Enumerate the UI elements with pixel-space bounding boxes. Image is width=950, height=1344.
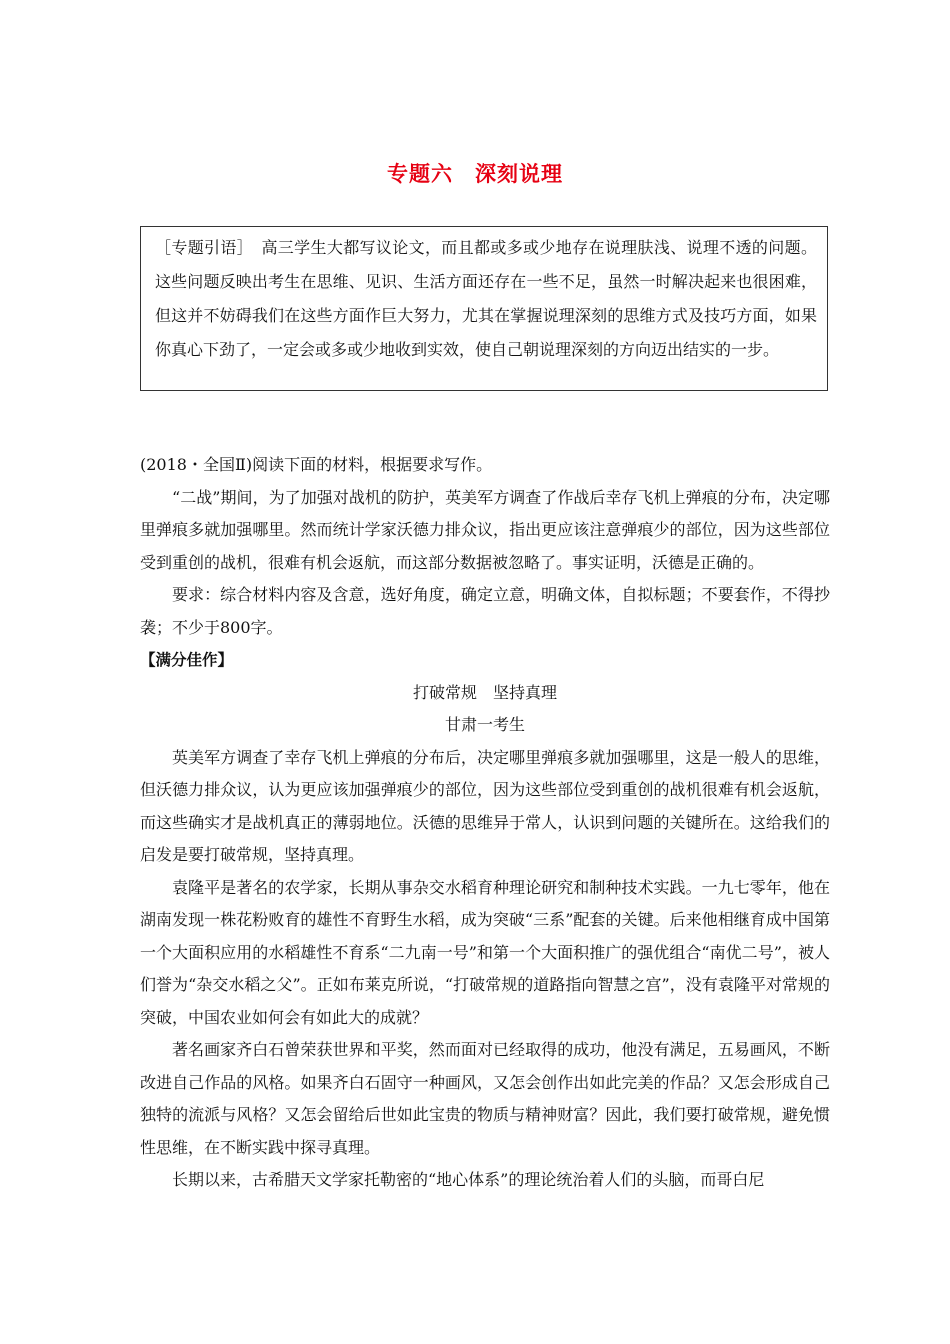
- prompt-material: “二战”期间，为了加强对战机的防护，英美军方调查了作战后幸存飞机上弹痕的分布，决定哪里弹痕多就加强哪里。然而统计学家沃德力排众议，指出更应该注意弹痕少的部位，因为这些部位受到重创的战机，很难有机会返航，而这部分数据被忽略了。事实证明，沃德是正确的。: [140, 487, 830, 572]
- essay-paragraph: 袁隆平是著名的农学家，长期从事杂交水稻育种理论研究和制种技术实践。一九七零年，他在湖南发现一株花粉败育的雄性不育野生水稻，成为突破“三系”配套的关键。后来他相继育成中国第一个大面积应用的水稻雄性不育系“二九南一号”和第一个大面积推广的强优组合“南优二号”，被人们誉为“杂交水稻之父”。正如布莱克所说，“打破常规的道路指向智慧之宫”，没有袁隆平对常规的突破，中国农业如何会有如此大的成就？: [140, 877, 830, 1027]
- essay-section-label: 【满分佳作】: [140, 651, 234, 669]
- topic-intro-label: ［专题引语］: [155, 238, 246, 257]
- main-content: [140, 449, 830, 1197]
- topic-intro-body: 高三学生大都写议论文，而且都或多或少地存在说理肤浅、说理不透的问题。这些问题反映出考生在思维、见识、生活方面还存在一些不足，虽然一时解决起来也很困难，但这并不妨碍我们在这些方面作巨大努力，尤其在掌握说理深刻的思维方式及技巧方面，如果你真心下劲了，一定会或多或少地收到实效，使自己朝说理深刻的方向迈出结实的一步。: [155, 238, 817, 359]
- topic-intro-box: [140, 226, 828, 391]
- prompt-requirement: 要求：综合材料内容及含意，选好角度，确定立意，明确文体，自拟标题；不要套作，不得抄袭；不少于800字。: [140, 585, 830, 637]
- essay-paragraph: 长期以来，古希腊天文学家托勒密的“地心体系”的理论统治着人们的头脑，而哥白尼: [172, 1170, 765, 1189]
- prompt-source: (2018・全国Ⅱ)阅读下面的材料，根据要求写作。: [140, 455, 493, 474]
- essay-paragraph: 著名画家齐白石曾荣获世界和平奖，然而面对已经取得的成功，他没有满足，五易画风，不断改进自己作品的风格。如果齐白石固守一种画风，又怎会创作出如此完美的作品？又怎会形成自己独特的流派与风格？又怎会留给后世如此宝贵的物质与精神财富？因此，我们要打破常规，避免惯性思维，在不断实践中探寻真理。: [140, 1040, 830, 1157]
- essay-title: 打破常规 坚持真理: [412, 682, 557, 702]
- essay-paragraph: 英美军方调查了幸存飞机上弹痕的分布后，决定哪里弹痕多就加强哪里，这是一般人的思维，但沃德力排众议，认为更应该加强弹痕少的部位，因为这些部位受到重创的战机很难有机会返航，而这些确实才是战机真正的薄弱地位。沃德的思维异于常人，认识到问题的关键所在。这给我们的启发是要打破常规，坚持真理。: [140, 747, 830, 864]
- essay-author: 甘肃一考生: [444, 715, 525, 734]
- page-title: 专题六 深刻说理: [387, 162, 563, 186]
- topic-intro-text: [155, 231, 817, 367]
